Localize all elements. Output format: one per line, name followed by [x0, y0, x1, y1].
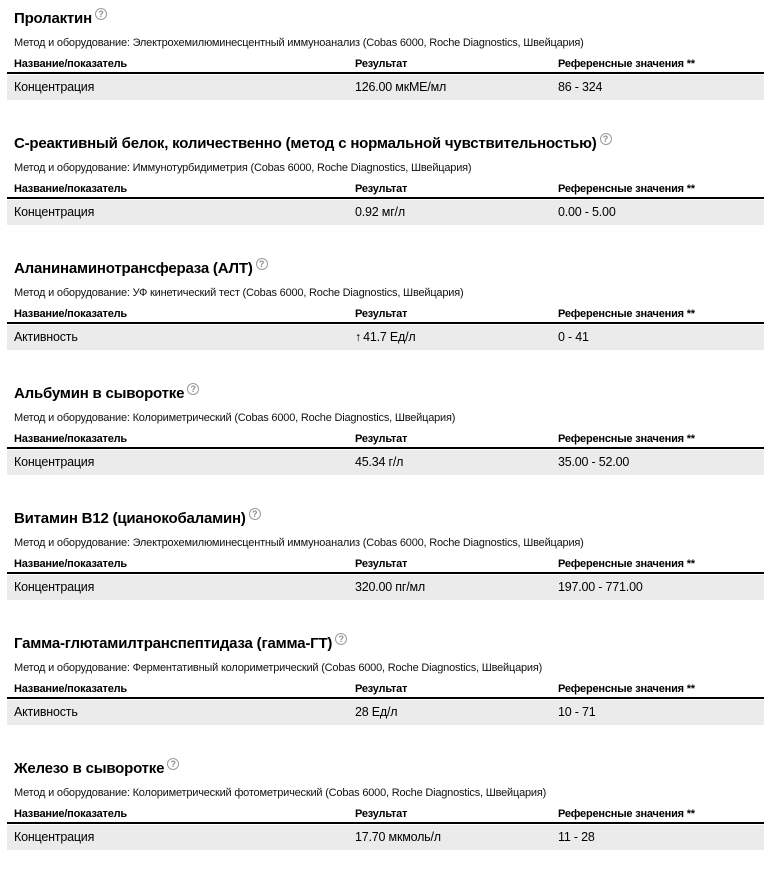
lab-results-page: [7, 8, 764, 850]
column-header-reference: Референсные значения **: [558, 683, 695, 695]
test-title: [7, 8, 764, 28]
table-row: [7, 325, 764, 350]
test-title-text: Пролактин: [14, 10, 92, 27]
help-icon[interactable]: ?: [335, 633, 347, 645]
test-section: [7, 133, 764, 225]
row-parameter-name: Концентрация: [14, 580, 95, 594]
row-parameter-name: Концентрация: [14, 830, 95, 844]
high-value-arrow-icon: ↑: [355, 330, 362, 344]
test-title-text: Гамма-глютамилтранспептидаза (гамма-ГТ): [14, 635, 333, 652]
column-header-result: Результат: [355, 183, 408, 195]
row-result-text: 17.70 мкмоль/л: [355, 830, 441, 844]
column-header-reference: Референсные значения **: [558, 808, 695, 820]
column-header-result: Результат: [355, 558, 408, 570]
column-header-name: Название/показатель: [14, 808, 127, 820]
test-title: [7, 383, 764, 403]
row-parameter-name: Активность: [14, 705, 78, 719]
row-result: [355, 831, 558, 844]
test-section: [7, 258, 764, 350]
row-result: [355, 581, 558, 594]
row-reference-range: 11 - 28: [558, 830, 595, 844]
results-table: [7, 308, 764, 350]
row-parameter-name: Концентрация: [14, 205, 95, 219]
table-row: [7, 75, 764, 100]
column-header-result: Результат: [355, 308, 408, 320]
results-table: [7, 183, 764, 225]
row-result: [355, 81, 558, 94]
column-header-name: Название/показатель: [14, 558, 127, 570]
test-title-text: Витамин B12 (цианокобаламин): [14, 510, 246, 527]
test-title: [7, 133, 764, 153]
row-parameter-name: Концентрация: [14, 455, 95, 469]
row-result-text: 41.7 Ед/л: [363, 330, 416, 344]
row-result-text: 126.00 мкМЕ/мл: [355, 80, 447, 94]
column-header-name: Название/показатель: [14, 683, 127, 695]
column-header-name: Название/показатель: [14, 58, 127, 70]
table-header-row: [7, 433, 764, 449]
row-parameter-name: Концентрация: [14, 80, 95, 94]
help-icon[interactable]: ?: [600, 133, 612, 145]
column-header-name: Название/показатель: [14, 183, 127, 195]
column-header-result: Результат: [355, 808, 408, 820]
column-header-name: Название/показатель: [14, 433, 127, 445]
test-section: [7, 633, 764, 725]
column-header-reference: Референсные значения **: [558, 58, 695, 70]
method-line: Метод и оборудование: УФ кинетический тест (Cobas 6000, Roche Diagnostics, Швейцария): [14, 287, 464, 299]
test-title: [7, 633, 764, 653]
results-table: [7, 808, 764, 850]
test-section: [7, 8, 764, 100]
row-result-text: 320.00 пг/мл: [355, 580, 425, 594]
test-section: [7, 508, 764, 600]
test-title-text: С-реактивный белок, количественно (метод с нормальной чувствительностью): [14, 135, 597, 152]
row-result: [355, 706, 558, 719]
test-title-text: Альбумин в сыворотке: [14, 385, 185, 402]
row-result-text: 45.34 г/л: [355, 455, 404, 469]
test-title-text: Аланинаминотрансфераза (АЛТ): [14, 260, 253, 277]
row-reference-range: 10 - 71: [558, 705, 596, 719]
results-table: [7, 433, 764, 475]
table-row: [7, 700, 764, 725]
column-header-result: Результат: [355, 58, 408, 70]
column-header-reference: Референсные значения **: [558, 558, 695, 570]
help-icon[interactable]: ?: [256, 258, 268, 270]
column-header-reference: Референсные значения **: [558, 183, 695, 195]
test-title: [7, 258, 764, 278]
row-result-text: 28 Ед/л: [355, 705, 398, 719]
results-table: [7, 58, 764, 100]
test-section: [7, 758, 764, 850]
help-icon[interactable]: ?: [167, 758, 179, 770]
column-header-name: Название/показатель: [14, 308, 127, 320]
method-line: Метод и оборудование: Ферментативный колориметрический (Cobas 6000, Roche Diagnostics, Швейцария): [14, 662, 543, 674]
table-row: [7, 575, 764, 600]
column-header-result: Результат: [355, 433, 408, 445]
column-header-reference: Референсные значения **: [558, 433, 695, 445]
row-reference-range: 86 - 324: [558, 80, 603, 94]
table-header-row: [7, 808, 764, 824]
row-result: [355, 206, 558, 219]
row-parameter-name: Активность: [14, 330, 78, 344]
results-table: [7, 558, 764, 600]
test-section: [7, 383, 764, 475]
row-reference-range: 197.00 - 771.00: [558, 580, 643, 594]
row-reference-range: 0 - 41: [558, 330, 589, 344]
method-line: Метод и оборудование: Электрохемилюминесцентный иммуноанализ (Cobas 6000, Roche Diagnostics, Швейцария): [14, 37, 584, 49]
method-line: Метод и оборудование: Иммунотурбидиметрия (Cobas 6000, Roche Diagnostics, Швейцария): [14, 162, 472, 174]
method-line: Метод и оборудование: Колориметрический (Cobas 6000, Roche Diagnostics, Швейцария): [14, 412, 456, 424]
help-icon[interactable]: ?: [249, 508, 261, 520]
row-result: [355, 456, 558, 469]
row-result-text: 0.92 мг/л: [355, 205, 405, 219]
table-header-row: [7, 58, 764, 74]
column-header-reference: Референсные значения **: [558, 308, 695, 320]
help-icon[interactable]: ?: [187, 383, 199, 395]
help-icon[interactable]: ?: [95, 8, 107, 20]
table-row: [7, 825, 764, 850]
test-title: [7, 758, 764, 778]
results-table: [7, 683, 764, 725]
method-line: Метод и оборудование: Колориметрический фотометрический (Cobas 6000, Roche Diagnostics, Швейцария): [14, 787, 547, 799]
table-row: [7, 200, 764, 225]
table-header-row: [7, 183, 764, 199]
method-line: Метод и оборудование: Электрохемилюминесцентный иммуноанализ (Cobas 6000, Roche Diagnostics, Швейцария): [14, 537, 584, 549]
test-title: [7, 508, 764, 528]
table-header-row: [7, 308, 764, 324]
column-header-result: Результат: [355, 683, 408, 695]
row-reference-range: 35.00 - 52.00: [558, 455, 630, 469]
row-reference-range: 0.00 - 5.00: [558, 205, 616, 219]
row-result: [355, 331, 558, 344]
table-header-row: [7, 558, 764, 574]
table-row: [7, 450, 764, 475]
test-title-text: Железо в сыворотке: [14, 760, 165, 777]
table-header-row: [7, 683, 764, 699]
